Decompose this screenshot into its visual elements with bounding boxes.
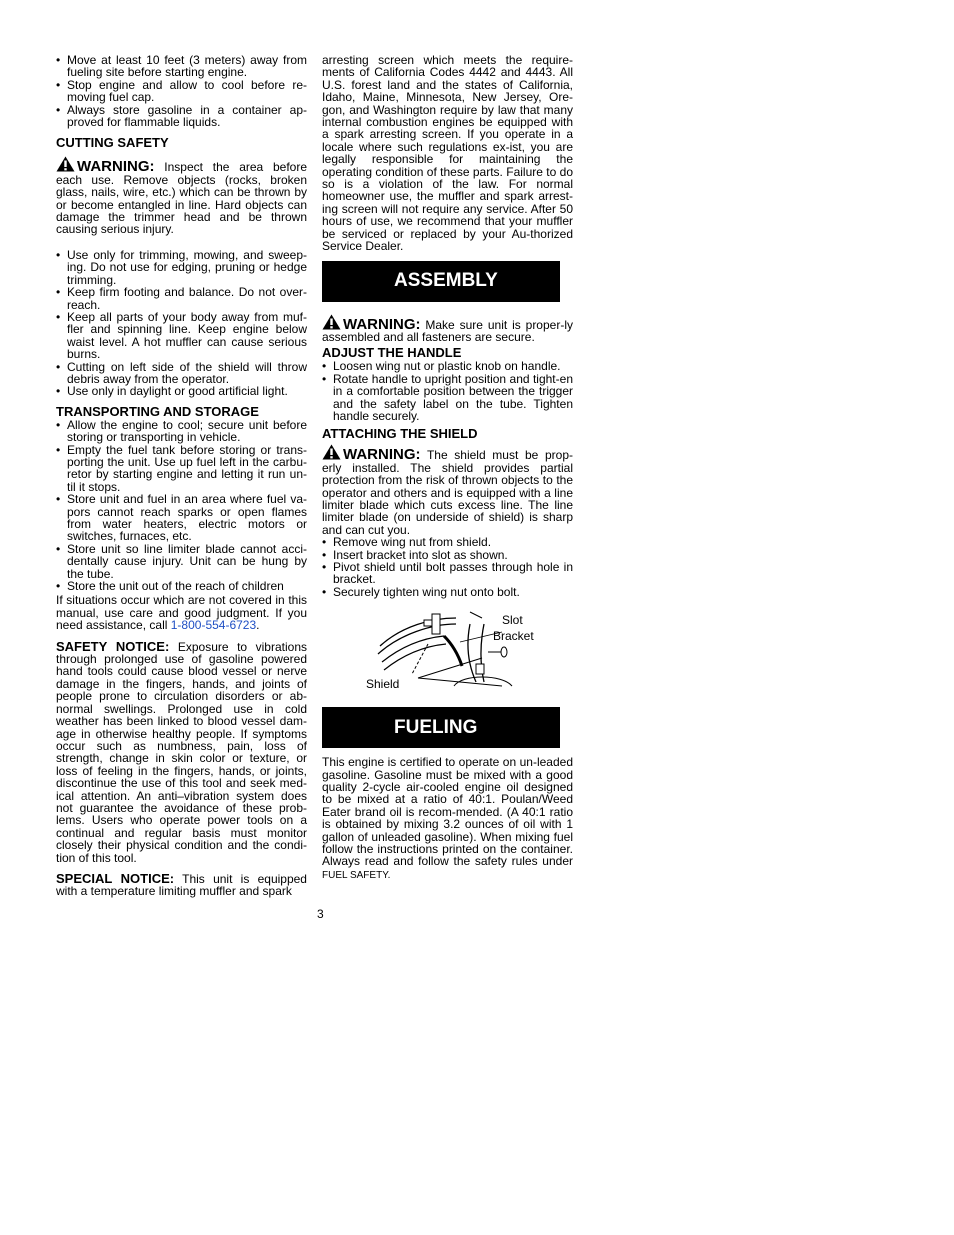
- attaching-shield-heading: ATTACHING THE SHIELD: [322, 426, 478, 442]
- bracket-label: Bracket: [493, 629, 534, 644]
- transport-storage-heading: TRANSPORTING AND STORAGE: [56, 403, 259, 419]
- fueling-paragraph: [322, 756, 573, 882]
- list-item: • Allow the engine to cool; secure unit before storing or transporting in vehicle.: [56, 419, 307, 444]
- assembly-banner: ASSEMBLY: [322, 261, 560, 302]
- warning-triangle-icon: [322, 314, 341, 330]
- list-item: • Empty the fuel tank before storing or trans-porting the unit. Use up fuel left in the carbu-retor by starting engine and letting it run un-til it stops.: [56, 444, 307, 494]
- situations-text: If situations occur which are not covered in this manual, use care and good judgment. If you need assistance, call: [56, 593, 307, 633]
- fueling-text: This engine is certified to operate on un-leaded gasoline. Gasoline must be mixed with a good quality 2-cycle air-cooled engine oil designed to be mixed at a ratio of 40:1. Poulan/Weed Eater brand oil is recom-mended. (A 40:1 ratio is obtained by mixing 3.2 ounces of oil with 1 gallon of unleaded gasoline). When mixing fuel follow the instructions printed on the container. Always read and follow the safety rules under: [322, 755, 573, 869]
- warning-text: Inspect the area before each use. Remove objects (rocks, broken glass, nails, wire, etc.) which can be thrown by or become entangled in line. Hard objects can damage the trimmer head and be thrown causing serious injury.: [56, 160, 307, 237]
- safety-notice: [56, 638, 307, 865]
- warning-triangle-icon: [322, 444, 341, 460]
- cutting-warning: [56, 156, 307, 235]
- list-item: • Keep firm footing and balance. Do not over-reach.: [56, 286, 307, 311]
- list-item: • Store unit and fuel in an area where fuel va-pors cannot reach sparks or open flames from water heaters, electric motors or switches, furnaces, etc.: [56, 493, 307, 543]
- list-item: • Stop engine and allow to cool before re-moving fuel cap.: [56, 79, 307, 104]
- shield-attachment-figure: [322, 604, 573, 699]
- adjust-handle-heading: ADJUST THE HANDLE: [322, 345, 462, 361]
- shield-warning: [322, 444, 573, 536]
- warning-label: WARNING:: [77, 158, 155, 176]
- fueling-banner: FUELING: [322, 707, 560, 748]
- shield-label: Shield: [366, 677, 400, 692]
- safety-notice-label: SAFETY NOTICE:: [56, 638, 170, 654]
- assembly-warning: [322, 314, 573, 344]
- transport-bullet-list: [56, 419, 307, 593]
- left-column: [56, 54, 307, 898]
- slot-label: Slot: [502, 613, 523, 628]
- page-number: 3: [317, 907, 324, 921]
- list-item: • Loosen wing nut or plastic knob on handle.: [322, 360, 573, 372]
- list-item: • Use only in daylight or good artificial light.: [56, 385, 307, 397]
- warning-text: Make sure unit is proper-ly assembled and all fasteners are secure.: [322, 317, 573, 344]
- safety-notice-text: Exposure to vibrations through prolonged use of gasoline powered hand tools could cause blood vessel or nerve damage in the fingers, hands, and joints of people prone to circulation disorders or ab-normal swellings. Prolonged use in cold weather has been linked to blood vessel dam-age in otherwise healthy people. If symptoms occur such as numbness, pain, loss of strength, change in skin color or texture, or loss of feeling in the fingers, hands, or joints, discontinue the use of this tool and seek med-ical attention. An anti–vibration system does not guarantee the avoidance of these prob-lems. Users who operate power tools on a continual and regular basis must monitor closely their physical condition and the condi-tion of this tool.: [56, 639, 307, 865]
- warning-label: WARNING:: [343, 315, 421, 333]
- situations-paragraph: [56, 594, 307, 631]
- situations-end: .: [256, 618, 260, 633]
- list-item: • Pivot shield until bolt passes through hole in bracket.: [322, 561, 573, 586]
- cutting-bullet-list: [56, 249, 307, 398]
- list-item: • Rotate handle to upright position and tight-en in a comfortable position between the trigger and the safety label on the tube. Tighten handle securely.: [322, 373, 573, 423]
- list-item: • Store unit so line limiter blade cannot acci-dentally cause injury. Unit can be hung by the tube.: [56, 543, 307, 580]
- list-item: • Use only for trimming, mowing, and sweep-ing. Do not use for edging, pruning or hedge trimming.: [56, 249, 307, 286]
- fuel-bullet-list: [56, 54, 307, 128]
- cutting-safety-heading: CUTTING SAFETY: [56, 135, 169, 151]
- list-item: • Store the unit out of the reach of children: [56, 580, 307, 592]
- right-column: [322, 54, 573, 882]
- list-item: • Securely tighten wing nut onto bolt.: [322, 586, 573, 598]
- handle-bullet-list: [322, 360, 573, 422]
- warning-triangle-icon: [56, 156, 75, 172]
- list-item: • Move at least 10 feet (3 meters) away from fueling site before starting engine.: [56, 54, 307, 79]
- special-notice: [56, 870, 307, 899]
- special-notice-label: SPECIAL NOTICE:: [56, 870, 175, 886]
- list-item: • Keep all parts of your body away from muf-fler and spinning line. Keep engine below waist level. A hot muffler can cause serious burns.: [56, 311, 307, 361]
- list-item: • Remove wing nut from shield.: [322, 536, 573, 548]
- special-notice-text: This unit is equipped with a temperature limiting muffler and spark: [56, 871, 307, 899]
- spark-arrester-paragraph: arresting screen which meets the require-ments of California Codes 4442 and 4443. All U.S. forest land and the states of California, Idaho, Maine, Minnesota, New Jersey, Ore-gon, and Washington require by law that many internal combustion engines be equipped with a spark arresting screen. If you operate in a locale where such regulations ex-ist, you are legally responsible for maintaining the operating condition of these parts. Failure to do so is a violation of the law. For normal homeowner use, the muffler and spark arrest-ing screen will not require any service. After 50 hours of use, we recommend that your muffler be serviced or replaced by your Au-thorized Service Dealer.: [322, 53, 573, 254]
- list-item: • Insert bracket into slot as shown.: [322, 549, 573, 561]
- warning-text: The shield must be prop-erly installed. The shield provides partial protection from the risk of thrown objects to the operator and others and is equipped with a line limiter blade which cuts excess line. The line limiter blade (on underside of shield) is sharp and can cut you.: [322, 448, 573, 537]
- list-item: • Cutting on left side of the shield will throw debris away from the operator.: [56, 361, 307, 386]
- list-item: • Always store gasoline in a container ap-proved for flammable liquids.: [56, 104, 307, 129]
- fuel-safety-reference: FUEL SAFETY.: [322, 869, 391, 881]
- assistance-phone-link[interactable]: 1-800-554-6723: [170, 618, 257, 633]
- shield-bullet-list: [322, 536, 573, 598]
- warning-label: WARNING:: [343, 446, 421, 464]
